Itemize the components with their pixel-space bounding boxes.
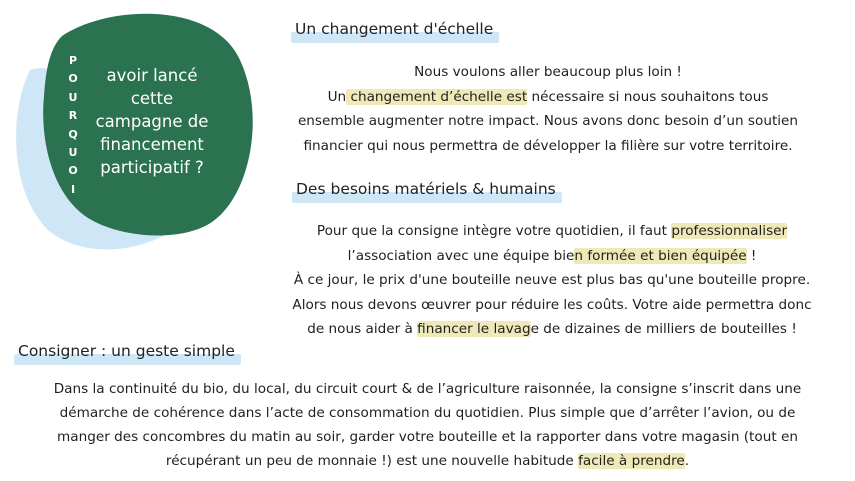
text-line: Dans la continuité du bio, du local, du circuit court & de l’agriculture raisonnée, la consigne s’inscrit dans une xyxy=(53,381,802,397)
section-title-besoins: Des besoins matériels & humains xyxy=(294,180,562,200)
section-title-echelle: Un changement d'échelle xyxy=(293,20,499,40)
letter: P xyxy=(68,54,78,67)
letter: U xyxy=(68,90,78,104)
text-line: financier qui nous permettra de développer la filière sur votre territoire. xyxy=(303,137,793,154)
pourquoi-badge xyxy=(0,0,280,280)
text-line: À ce jour, le prix d'une bouteille neuve est plus bas qu'une bouteille propre. xyxy=(293,272,811,288)
letter: Q xyxy=(68,127,78,141)
highlight: facile à prendre xyxy=(578,453,685,469)
highlight: professionnaliser xyxy=(671,223,788,239)
text-line: démarche de cohérence dans l’acte de consommation du quotidien. Plus simple que d’arrêter l’avion, ou de xyxy=(59,405,796,421)
section-title-geste: Consigner : un geste simple xyxy=(16,342,241,362)
highlight: n formée et bien équipée xyxy=(574,247,747,264)
letter: I xyxy=(70,182,76,196)
highlight: financer le lavag xyxy=(417,321,531,337)
letter: O xyxy=(68,164,78,178)
text-line: récupérant un peu de monnaie !) est une nouvelle habitude facile à prendre. xyxy=(165,453,690,469)
text-line: Nous voulons aller beaucoup plus loin ! xyxy=(414,64,682,80)
section-body-geste xyxy=(14,377,841,473)
pourquoi-vertical-word xyxy=(66,52,80,199)
section-body-echelle xyxy=(270,60,826,158)
text-line: Un changement d’échelle est nécessaire si nous souhaitons tous xyxy=(327,88,769,105)
text-line: l’association avec une équipe bien formée et bien équipée ! xyxy=(347,247,757,264)
text-line: manger des concombres du matin au soir, garder votre bouteille et la rapporter dans votre magasin (tout en xyxy=(57,429,798,445)
section-body-besoins xyxy=(262,219,842,342)
badge-question: avoir lancé cette campagne de financement participatif ? xyxy=(95,66,209,177)
text-line: Pour que la consigne intègre votre quotidien, il faut professionnaliser xyxy=(316,223,788,239)
text-line: ensemble augmenter notre impact. Nous avons donc besoin d’un soutien xyxy=(297,113,799,129)
letter: U xyxy=(68,146,78,160)
letter: R xyxy=(68,109,78,123)
text-line: de nous aider à financer le lavage de dizaines de milliers de bouteilles ! xyxy=(307,321,797,337)
letter: O xyxy=(68,72,78,86)
text-line: Alors nous devons œuvrer pour réduire les coûts. Votre aide permettra donc xyxy=(292,296,812,313)
highlight: changement d’échelle est xyxy=(346,88,528,105)
